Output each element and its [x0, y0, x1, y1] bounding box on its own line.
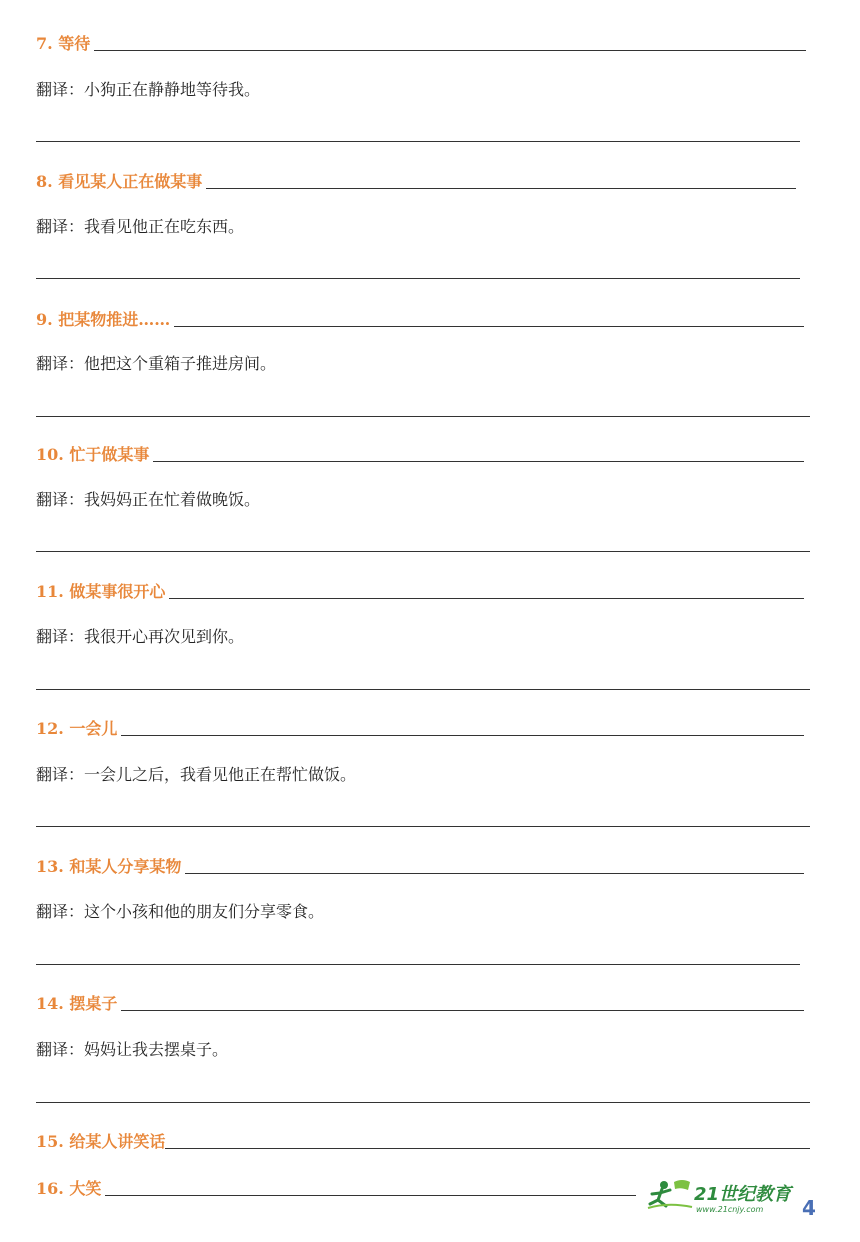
- item-heading: 15. 给某人讲笑话: [36, 1132, 166, 1151]
- item-heading: 8. 看见某人正在做某事: [36, 172, 203, 191]
- item-heading: 14. 摆桌子: [36, 994, 118, 1013]
- answer-line[interactable]: [36, 416, 810, 417]
- item-heading-row: [36, 1177, 636, 1199]
- heading-blank-line[interactable]: [174, 326, 804, 327]
- heading-blank-line[interactable]: [121, 735, 804, 736]
- item-heading: 10. 忙于做某事: [36, 445, 150, 464]
- answer-line[interactable]: [36, 964, 800, 965]
- answer-line[interactable]: [36, 826, 810, 827]
- translation-text: 翻译：妈妈让我去摆桌子。: [36, 1040, 229, 1059]
- item-heading: 12. 一会儿: [36, 719, 118, 738]
- item-heading-row: [36, 443, 804, 465]
- translation-text: 翻译：我很开心再次见到你。: [36, 627, 245, 646]
- page-number: 4: [802, 1196, 816, 1220]
- translation-text: 翻译：小狗正在静静地等待我。: [36, 80, 261, 99]
- heading-blank-line[interactable]: [185, 873, 804, 874]
- item-heading-row: [36, 717, 804, 739]
- item-heading: 9. 把某物推进……: [36, 310, 171, 329]
- item-heading-row: [36, 32, 806, 54]
- item-heading: 13. 和某人分享某物: [36, 857, 182, 876]
- heading-blank-line[interactable]: [94, 50, 806, 51]
- item-heading-row: [36, 1130, 810, 1152]
- translation-text: 翻译：我妈妈正在忙着做晚饭。: [36, 490, 261, 509]
- item-heading-row: [36, 580, 804, 602]
- svg-text:21世纪教育: 21世纪教育: [694, 1184, 792, 1205]
- answer-line[interactable]: [36, 141, 800, 142]
- item-heading-row: [36, 855, 804, 877]
- item-heading: 11. 做某事很开心: [36, 582, 166, 601]
- translation-text: 翻译：一会儿之后，我看见他正在帮忙做饭。: [36, 765, 357, 784]
- translation-text: 翻译：我看见他正在吃东西。: [36, 217, 245, 236]
- heading-blank-line[interactable]: [206, 188, 796, 189]
- item-heading-row: [36, 170, 796, 192]
- answer-line[interactable]: [36, 278, 800, 279]
- translation-text: 翻译：他把这个重箱子推进房间。: [36, 354, 277, 373]
- answer-line[interactable]: [36, 689, 810, 690]
- item-heading-row: [36, 308, 804, 330]
- heading-blank-line[interactable]: [105, 1195, 636, 1196]
- answer-line[interactable]: [36, 1102, 810, 1103]
- item-heading: 16. 大笑: [36, 1179, 102, 1198]
- svg-text:www.21cnjy.com: www.21cnjy.com: [696, 1205, 764, 1214]
- heading-blank-line[interactable]: [153, 461, 804, 462]
- runner-icon: [644, 1176, 804, 1216]
- translation-text: 翻译：这个小孩和他的朋友们分享零食。: [36, 902, 325, 921]
- heading-blank-line[interactable]: [169, 598, 804, 599]
- heading-blank-line[interactable]: [121, 1010, 804, 1011]
- brand-logo: [644, 1176, 804, 1216]
- item-heading-row: [36, 992, 804, 1014]
- item-heading: 7. 等待: [36, 34, 91, 53]
- heading-blank-line[interactable]: [165, 1148, 810, 1149]
- answer-line[interactable]: [36, 551, 810, 552]
